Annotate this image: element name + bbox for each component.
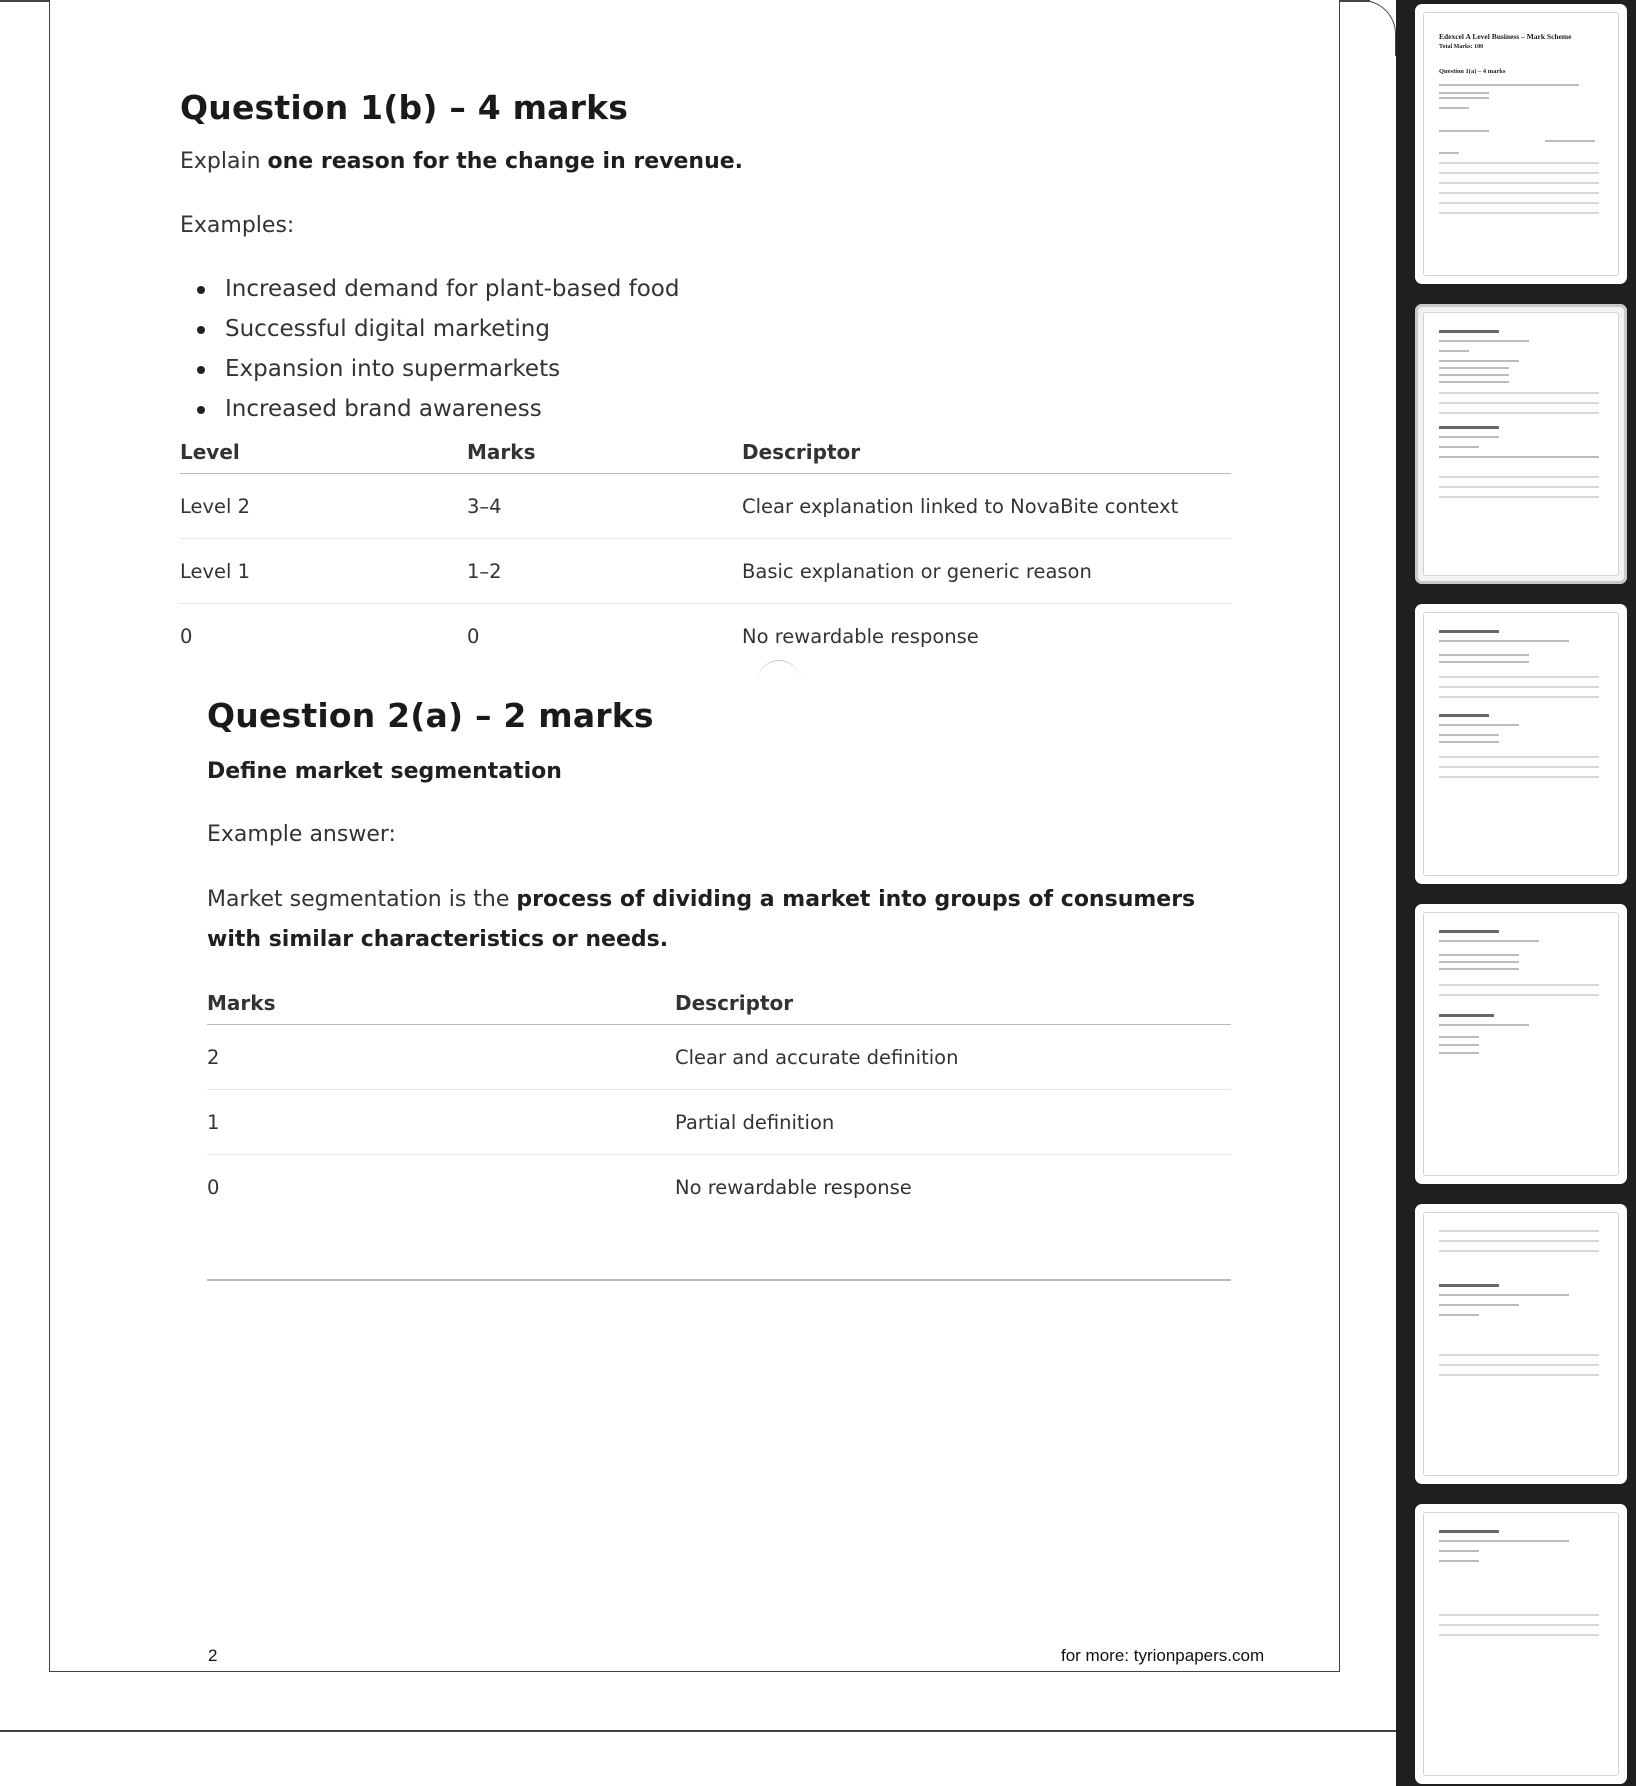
thumbnail-line	[1439, 486, 1599, 488]
thumbnail-line	[1439, 1240, 1599, 1242]
thumbnail-line	[1439, 1364, 1599, 1366]
thumbnail-line	[1439, 776, 1599, 778]
thumbnail-line	[1439, 402, 1599, 404]
thumbnail-line	[1439, 696, 1599, 698]
thumbnail-line	[1439, 1024, 1529, 1026]
thumbnail-line	[1439, 676, 1599, 678]
thumbnail-line	[1439, 392, 1599, 394]
table-row	[207, 1090, 1231, 1155]
thumbnail-line	[1439, 374, 1509, 376]
footer-link[interactable]: for more: tyrionpapers.com	[1061, 1646, 1265, 1665]
page-corner	[1340, 0, 1396, 56]
thumbnail-line	[1439, 1044, 1479, 1046]
table-header: Descriptor	[742, 431, 1231, 474]
thumbnail-line	[1439, 1036, 1479, 1038]
thumbnail-sidebar[interactable]	[1396, 0, 1636, 1786]
thumbnail-line	[1439, 741, 1499, 743]
thumbnail-line	[1439, 1560, 1479, 1562]
q2a-title: Question 2(a) – 2 marks	[207, 696, 654, 735]
thumbnail-line	[1439, 1540, 1569, 1542]
thumbnail-line	[1439, 436, 1499, 438]
thumbnail-line	[1439, 714, 1489, 717]
thumbnail-line	[1439, 1314, 1479, 1316]
list-item: Increased brand awareness	[180, 389, 679, 429]
table-cell: 1	[207, 1090, 675, 1155]
table-cell: Level 1	[180, 539, 467, 604]
q1b-prompt-bold: one reason for the change in revenue.	[267, 149, 744, 174]
thumbnail-line	[1439, 994, 1599, 996]
thumbnail-line	[1439, 654, 1529, 656]
table-cell: Level 2	[180, 474, 467, 539]
thumbnail-line	[1439, 182, 1599, 184]
thumbnail-line	[1439, 496, 1599, 498]
table-header: Descriptor	[675, 982, 1231, 1025]
table-cell: No rewardable response	[742, 624, 979, 648]
q2a-mark-table	[207, 982, 1231, 1219]
table-row	[180, 474, 1231, 539]
thumbnail-line	[1439, 940, 1539, 942]
thumbnail-subtitle: Total Marks: 100	[1439, 44, 1484, 50]
thumbnail-line	[1439, 734, 1499, 736]
thumbnail-question: Question 1(a) – 4 marks	[1439, 68, 1506, 75]
q1b-examples-label: Examples:	[180, 213, 295, 238]
thumbnail-line	[1439, 1304, 1519, 1306]
thumbnail-line	[1439, 1550, 1479, 1552]
thumbnail-line	[1439, 968, 1519, 970]
table-header-row	[207, 982, 1231, 1025]
thumbnail-line	[1439, 766, 1599, 768]
thumbnail-line	[1439, 961, 1519, 963]
q1b-mark-table	[180, 431, 1231, 668]
thumbnail-line	[1439, 1374, 1599, 1376]
thumbnail-line	[1439, 1230, 1599, 1232]
list-item: Increased demand for plant-based food	[180, 269, 679, 309]
thumbnail-line	[1439, 756, 1599, 758]
table-cell: Basic explanation or generic reason	[742, 539, 1231, 604]
table-cell: No rewardable response	[675, 1175, 912, 1199]
thumbnail-line	[1439, 984, 1599, 986]
q1b-prompt	[180, 149, 743, 174]
thumbnail-line	[1439, 1614, 1599, 1616]
page-number: 2	[208, 1646, 218, 1665]
thumbnail-line	[1439, 1294, 1569, 1296]
table-row	[207, 1025, 1231, 1090]
thumbnail-line	[1439, 630, 1499, 633]
table-header: Marks	[207, 982, 675, 1025]
page-thumbnail-5[interactable]	[1415, 1204, 1627, 1484]
thumbnail-line	[1439, 1052, 1479, 1054]
thumbnail-line	[1439, 640, 1569, 642]
thumbnail-line	[1439, 1624, 1599, 1626]
thumbnail-line	[1439, 92, 1489, 94]
thumbnail-line	[1439, 192, 1599, 194]
thumbnail-line	[1439, 456, 1599, 458]
q2a-answer-plain: Market segmentation is the	[207, 887, 517, 912]
thumbnail-line	[1439, 446, 1479, 448]
section-divider	[207, 1279, 1231, 1281]
page-thumbnail-3[interactable]	[1415, 604, 1627, 884]
q2a-example-label: Example answer:	[207, 822, 396, 847]
thumbnail-title: Edexcel A Level Business – Mark Scheme	[1439, 32, 1572, 41]
thumbnail-line	[1439, 202, 1599, 204]
table-cell: 2	[207, 1025, 675, 1090]
q2a-prompt: Define market segmentation	[207, 759, 562, 784]
thumbnail-line	[1439, 930, 1499, 933]
thumbnail-line	[1439, 162, 1599, 164]
table-row	[180, 539, 1231, 604]
document-page	[49, 0, 1340, 1672]
page-thumbnail-1[interactable]	[1415, 4, 1627, 284]
q2a-answer-bold: process of dividing a market into groups of consumers with similar characteristics or needs.	[207, 887, 1196, 952]
thumbnail-line	[1439, 426, 1499, 429]
table-cell: 0	[467, 624, 480, 648]
thumbnail-line	[1439, 1014, 1494, 1017]
list-item: Expansion into supermarkets	[180, 349, 679, 389]
table-header: Level	[180, 431, 467, 474]
table-header-row	[180, 431, 1231, 474]
thumbnail-line	[1439, 84, 1579, 86]
table-cell: Clear explanation linked to NovaBite context	[742, 474, 1231, 539]
thumbnail-line	[1439, 1250, 1599, 1252]
thumbnail-line	[1439, 107, 1469, 109]
thumbnail-line	[1439, 476, 1599, 478]
thumbnail-line	[1439, 686, 1599, 688]
thumbnail-line	[1439, 661, 1529, 663]
table-row	[180, 604, 1231, 669]
thumbnail-line	[1439, 152, 1459, 154]
table-cell: Partial definition	[675, 1090, 1231, 1155]
q2a-answer	[207, 880, 1217, 960]
thumbnail-line	[1439, 97, 1489, 99]
thumbnail-line	[1439, 954, 1519, 956]
thumbnail-line	[1439, 212, 1599, 214]
list-item: Successful digital marketing	[180, 309, 679, 349]
table-header: Marks	[467, 431, 742, 474]
thumbnail-line	[1439, 350, 1469, 352]
thumbnail-line	[1439, 340, 1529, 342]
thumbnail-line	[1439, 412, 1599, 414]
thumbnail-line	[1439, 172, 1599, 174]
table-cell: Clear and accurate definition	[675, 1025, 1231, 1090]
table-cell: 0	[207, 1175, 220, 1199]
thumbnail-line	[1439, 1284, 1499, 1287]
q1b-prompt-plain: Explain	[180, 149, 268, 174]
q1b-title: Question 1(b) – 4 marks	[180, 88, 629, 127]
thumbnail-line	[1439, 330, 1499, 333]
q1b-examples-list	[180, 269, 679, 429]
thumbnail-line	[1545, 140, 1595, 142]
thumbnail-line	[1439, 367, 1509, 369]
thumbnail-line	[1439, 1634, 1599, 1636]
page-thumbnail-2[interactable]	[1415, 304, 1627, 584]
thumbnail-line	[1439, 1530, 1499, 1533]
thumbnail-line	[1439, 724, 1519, 726]
table-cell: 1–2	[467, 539, 742, 604]
thumbnail-page	[1423, 12, 1619, 276]
thumbnail-line	[1439, 1354, 1599, 1356]
page-thumbnail-4[interactable]	[1415, 904, 1627, 1184]
table-row	[207, 1155, 1231, 1220]
page-thumbnail-6[interactable]	[1415, 1504, 1627, 1784]
loading-spinner-icon	[757, 660, 801, 705]
thumbnail-page	[1423, 612, 1619, 876]
thumbnail-line	[1439, 381, 1509, 383]
table-cell: 0	[180, 624, 193, 648]
viewer-bottom-divider	[0, 1730, 1396, 1732]
table-cell: 3–4	[467, 474, 742, 539]
thumbnail-line	[1439, 130, 1489, 132]
thumbnail-line	[1439, 360, 1519, 362]
